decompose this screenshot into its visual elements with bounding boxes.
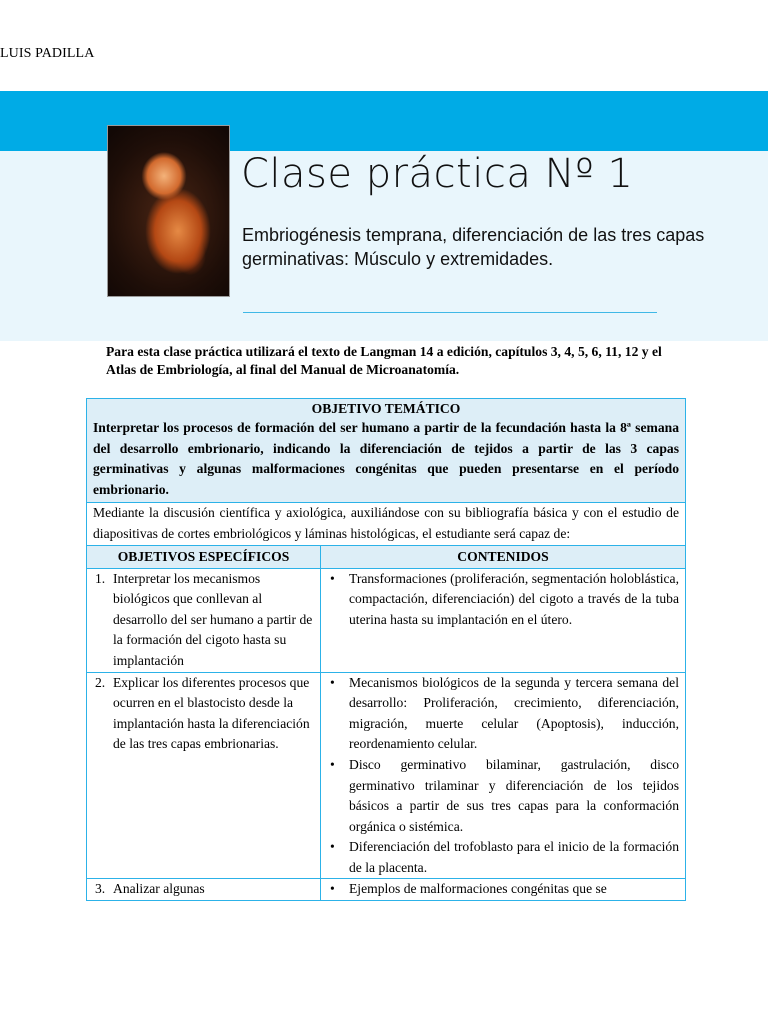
specific-objective-text: Explicar los diferentes procesos que ocurren en el blastocisto desde la implantación hasta la diferenciación de las tres capas embrionarias. <box>113 674 310 752</box>
table-row <box>87 672 686 879</box>
contents-cell <box>321 879 686 901</box>
item-number: 2. <box>95 674 106 690</box>
table-row <box>87 568 686 672</box>
bullet-icon: • <box>330 839 335 855</box>
objectives-table-wrapper <box>86 398 686 901</box>
list-item <box>327 879 679 900</box>
specific-objective-cell <box>87 568 321 672</box>
specific-objective-cell <box>87 672 321 879</box>
bullet-icon: • <box>330 881 335 897</box>
content-text: Diferenciación del trofoblasto para el inicio de la formación de la placenta. <box>349 839 679 875</box>
bullet-icon: • <box>330 756 335 772</box>
contents-list <box>327 569 679 631</box>
objectives-table <box>86 398 686 901</box>
content-text: Disco germinativo bilaminar, gastrulación, disco germinativo trilaminar y diferenciación de los tejidos básicos a partir de sus tres capas para la conformación orgánica o sistémica. <box>349 756 679 834</box>
specific-objective-text: Interpretar los mecanismos biológicos que conllevan al desarrollo del ser humano a partir de la formación del cigoto hasta su implantación <box>113 570 313 668</box>
objective-cell <box>87 399 686 503</box>
content-text: Ejemplos de malformaciones congénitas que se <box>349 881 607 897</box>
contents-cell <box>321 672 686 879</box>
content-text: Transformaciones (proliferación, segmentación holoblástica, compactación, diferenciación) del cigoto a través de la tuba uterina hasta su implantación en el útero. <box>349 570 679 627</box>
column-header-contents: CONTENIDOS <box>321 545 686 568</box>
table-row <box>87 879 686 901</box>
item-number: 3. <box>95 881 106 897</box>
page-subtitle: Embriogénesis temprana, diferenciación de las tres capas germinativas: Músculo y extremidades. <box>242 225 705 269</box>
author-name: LUIS PADILLA <box>0 46 95 61</box>
bullet-icon: • <box>330 570 335 586</box>
embryo-photo <box>107 125 230 297</box>
content-text: Mecanismos biológicos de la segunda y tercera semana del desarrollo: Proliferación, crecimiento, diferenciación, migración, muerte celular (Apoptosis), inducción, reordenamiento celular. <box>349 674 679 752</box>
intro-paragraph: Para esta clase práctica utilizará el texto de Langman 14 a edición, capítulos 3, 4, 5, 6, 11, 12 y el Atlas de Embriología, al final del Manual de Microanatomía. <box>106 344 662 377</box>
objective-heading: OBJETIVO TEMÁTICO <box>311 401 461 416</box>
bullet-icon: • <box>330 674 335 690</box>
column-header-row <box>87 545 686 568</box>
contents-list <box>327 673 679 879</box>
specific-objective-text: Analizar algunas <box>113 881 205 897</box>
page-title: Clase práctica Nº 1 <box>241 151 634 197</box>
column-header-objectives: OBJETIVOS ESPECÍFICOS <box>87 545 321 568</box>
objective-row <box>87 399 686 503</box>
contents-list <box>327 879 679 900</box>
list-item <box>327 755 679 837</box>
list-item <box>327 837 679 878</box>
intro-row <box>87 503 686 545</box>
specific-objective-cell <box>87 879 321 901</box>
list-item <box>327 673 679 755</box>
title-divider <box>243 312 657 313</box>
list-item <box>327 569 679 631</box>
contents-cell <box>321 568 686 672</box>
item-number: 1. <box>95 570 106 586</box>
intro-row-cell: Mediante la discusión científica y axiológica, auxiliándose con su bibliografía básica y con el estudio de diapositivas de cortes embriológicos y láminas histológicas, el estudiante será capaz de: <box>87 503 686 545</box>
objective-body: Interpretar los procesos de formación del ser humano a partir de la fecundación hasta la 8ª semana del desarrollo embrionario, indicando la diferenciación de tejidos a partir de las 3 capas germinativas y algunas malformaciones congénitas que pueden presentarse en el período embrionario. <box>93 420 679 497</box>
